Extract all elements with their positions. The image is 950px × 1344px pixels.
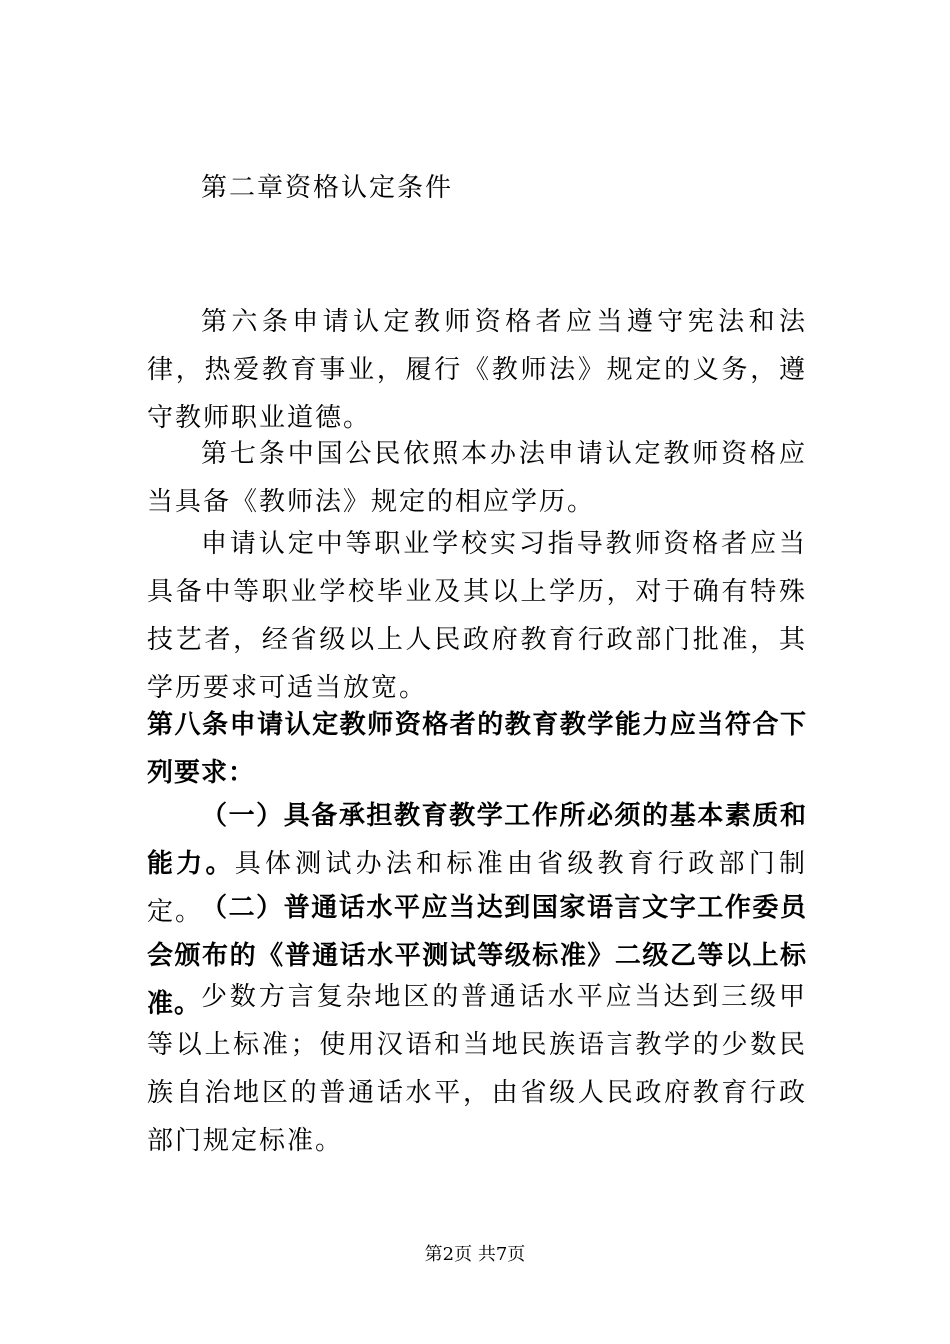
- page-footer: 第2页 共7页: [424, 1244, 526, 1265]
- article-8-item-2-paragraph: （二）普通话水平应当达到国家语言文字工作委员会颁布的《普通话水平测试等级标准》二级乙等以上标准。: [147, 893, 807, 1019]
- article-6-paragraph: 第六条申请认定教师资格者应当遵守宪法和法律，热爱教育事业，履行《教师法》规定的义务，遵守教师职业道德。: [147, 307, 807, 433]
- article-8-dialect-paragraph: 少数方言复杂地区的普通话水平应当达到三级甲等以上标准；使用汉语和当地民族语言教学的少数民族自治地区的普通话水平，由省级人民政府教育行政部门规定标准。: [147, 982, 807, 1156]
- article-7-vocational-paragraph: 申请认定中等职业学校实习指导教师资格者应当具备中等职业学校毕业及其以上学历，对于确有特殊技艺者，经省级以上人民政府教育行政部门批准，其学历要求可适当放宽。: [147, 529, 807, 703]
- chapter-heading: 第二章资格认定条件: [201, 173, 454, 203]
- article-7-paragraph: 第七条中国公民依照本办法申请认定教师资格应当具备《教师法》规定的相应学历。: [147, 439, 807, 517]
- article-8-paragraph: 第八条申请认定教师资格者的教育教学能力应当符合下列要求：: [147, 710, 807, 788]
- article-8-item-1-bold: （一）具备承担教育教学工作所必须的基本素质和能力。: [147, 801, 807, 879]
- article-8-item-1-rest: 具体测试办法和标准由省级教育行政部门制定。: [147, 849, 807, 927]
